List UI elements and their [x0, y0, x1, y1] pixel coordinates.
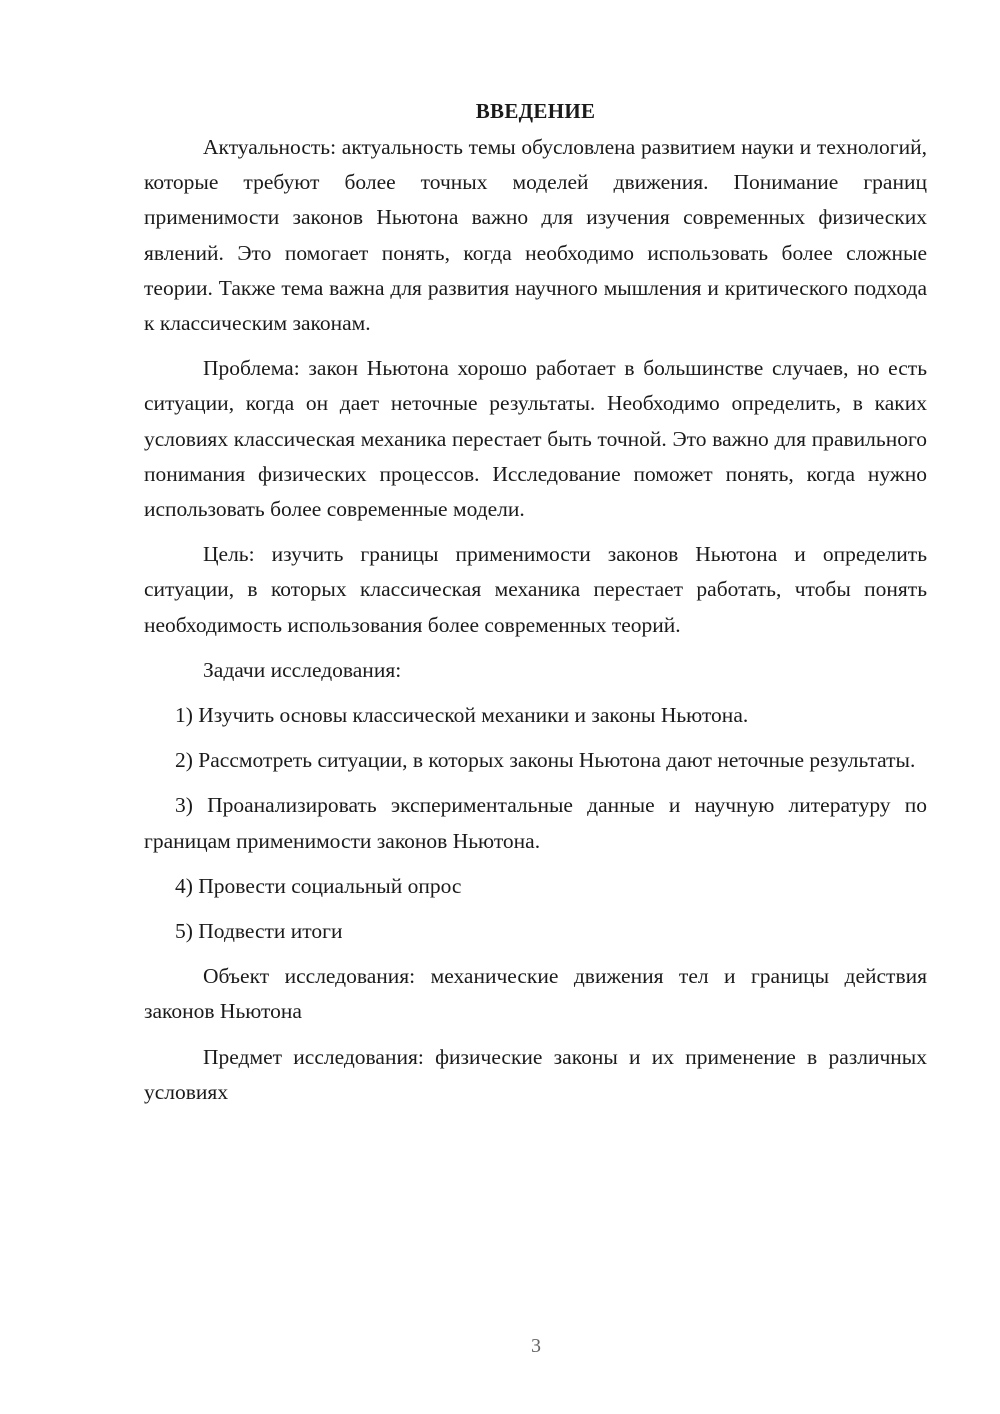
- task-item-5: 5) Подвести итоги: [175, 919, 343, 944]
- goal-paragraph: Цель: изучить границы применимости законов Ньютона и определить ситуации, в которых классическая механика перестает работать, чтобы понять необходимость использования более современных теорий.: [144, 542, 927, 637]
- page-number: 3: [531, 1335, 541, 1357]
- problem-paragraph: Проблема: закон Ньютона хорошо работает в большинстве случаев, но есть ситуации, когда он дает неточные результаты. Необходимо определить, в каких условиях классическая механика перестает быть точной. Это важно для правильного понимания физических процессов. Исследование поможет понять, когда нужно использовать более современные модели.: [144, 356, 927, 522]
- page-title: ВВЕДЕНИЕ: [475, 99, 596, 123]
- object-paragraph: Объект исследования: механические движения тел и границы действия законов Ньютона: [144, 964, 927, 1024]
- tasks-heading: Задачи исследования:: [203, 657, 402, 682]
- subject-paragraph: Предмет исследования: физические законы и их применение в различных условиях: [144, 1044, 927, 1104]
- task-item-3: 3) Проанализировать экспериментальные данные и научную литературу по границам применимости законов Ньютона.: [144, 793, 927, 853]
- task-item-4: 4) Провести социальный опрос: [175, 873, 462, 898]
- page-content: [144, 96, 927, 1120]
- relevance-paragraph: Актуальность: актуальность темы обусловлена развитием науки и технологий, которые требуют более точных моделей движения. Понимание границ применимости законов Ньютона важно для изучения современных физических явлений. Это помогает понять, когда необходимо использовать более сложные теории. Также тема важна для развития научного мышления и критического подхода к классическим законам.: [144, 135, 927, 336]
- task-item-2: 2) Рассмотреть ситуации, в которых законы Ньютона дают неточные результаты.: [175, 748, 916, 773]
- task-item-1: 1) Изучить основы классической механики и законы Ньютона.: [175, 703, 749, 728]
